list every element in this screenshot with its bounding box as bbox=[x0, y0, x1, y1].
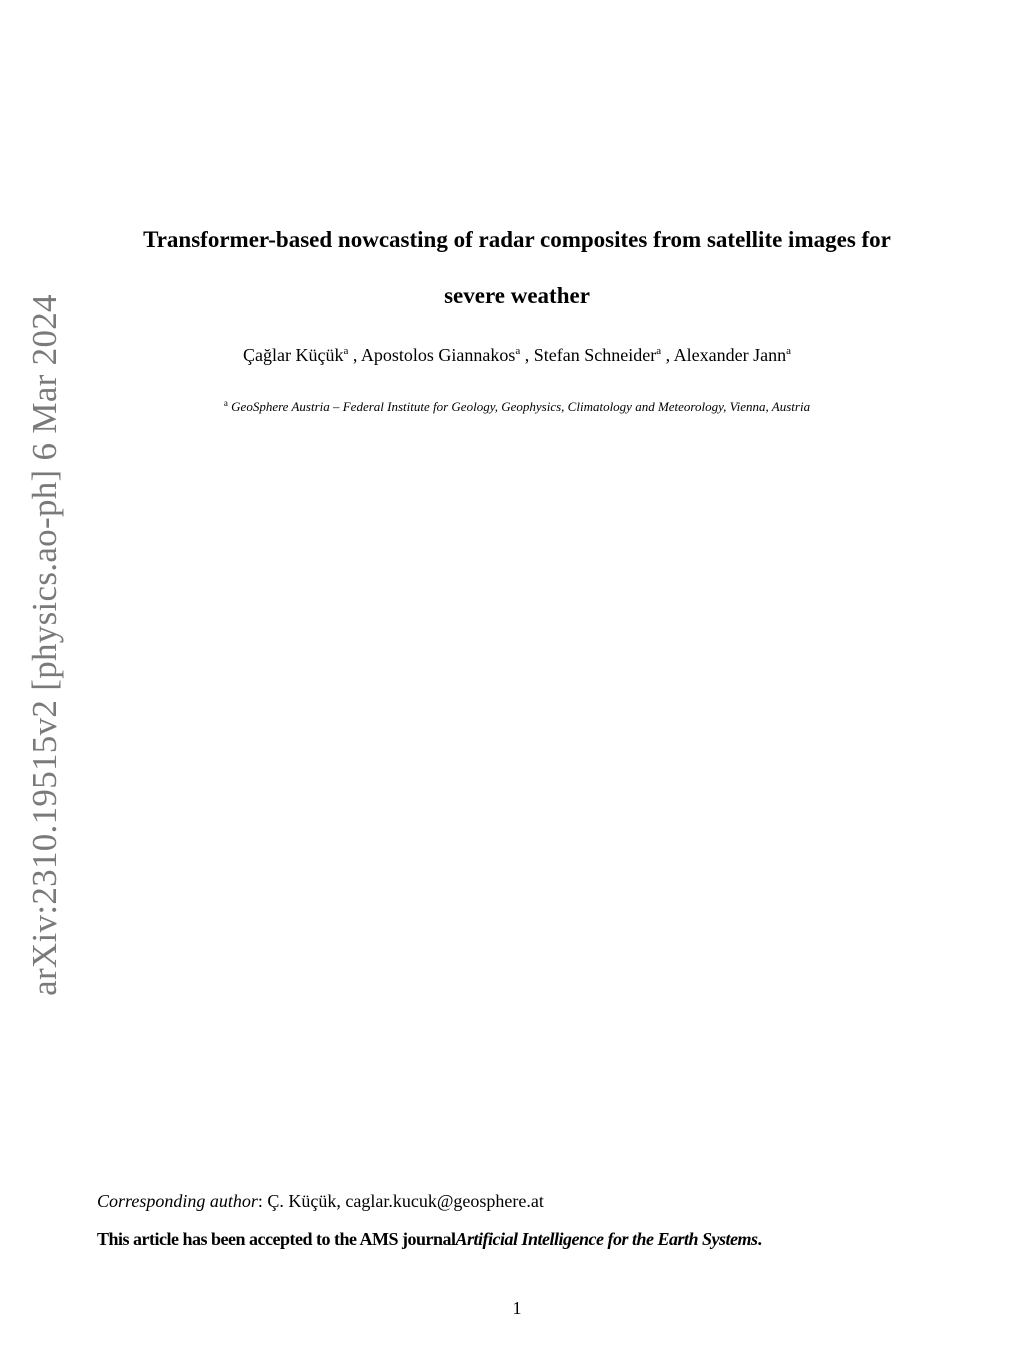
corresponding-author-colon: : bbox=[257, 1191, 268, 1211]
affiliation-text: GeoSphere Austria – Federal Institute for Geology, Geophysics, Climatology and Meteorology, Vienna, Austria bbox=[231, 399, 811, 414]
author-list bbox=[60, 343, 974, 367]
author-name: Stefan Schneider bbox=[533, 345, 657, 365]
author-affiliation-marker: a bbox=[343, 345, 349, 357]
author-affiliation-marker: a bbox=[515, 345, 521, 357]
author-affiliation-marker: a bbox=[786, 345, 791, 357]
author-affiliation-marker: a bbox=[656, 345, 662, 357]
paper-title-line-2: severe weather bbox=[444, 283, 590, 308]
author-name: Apostolos Giannakos bbox=[360, 345, 516, 365]
author-separator: , bbox=[661, 345, 674, 365]
author-name: Alexander Jann bbox=[673, 345, 787, 365]
journal-name: Artificial Intelligence for the Earth Systems bbox=[455, 1229, 758, 1249]
corresponding-author-line bbox=[97, 1189, 544, 1213]
author-name: Çağlar Küçük bbox=[243, 345, 344, 365]
page-number: 1 bbox=[512, 1298, 522, 1318]
affiliation-marker: a bbox=[223, 398, 228, 408]
affiliation-line bbox=[60, 398, 974, 416]
author-separator: , bbox=[520, 345, 534, 365]
author-separator: , bbox=[348, 345, 361, 365]
acceptance-note bbox=[97, 1227, 762, 1251]
acceptance-suffix: . bbox=[757, 1229, 762, 1249]
acceptance-prefix: This article has been accepted to the AMS journal bbox=[97, 1229, 456, 1249]
paper-title-line-1: Transformer-based nowcasting of radar composites from satellite images for bbox=[143, 227, 891, 252]
arxiv-identifier-stamp: arXiv:2310.19515v2 [physics.ao-ph] 6 Mar 2024 bbox=[25, 294, 64, 996]
corresponding-author-contact: Ç. Küçük, caglar.kucuk@geosphere.at bbox=[267, 1191, 544, 1211]
corresponding-author-label: Corresponding author bbox=[97, 1191, 258, 1211]
